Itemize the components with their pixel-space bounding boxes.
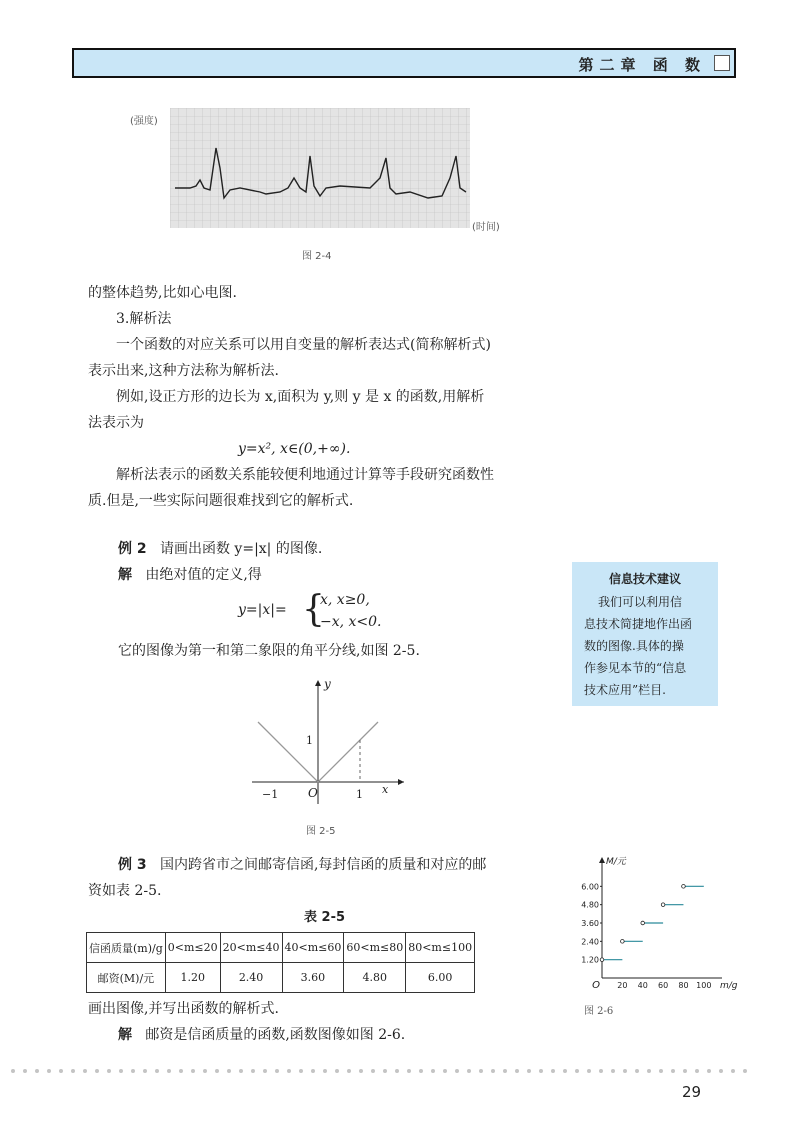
page-number: 29 <box>682 1083 702 1101</box>
footer-dot <box>527 1069 531 1073</box>
open-endpoint <box>621 940 625 944</box>
case-2: −x, x<0. <box>320 614 382 630</box>
ecg-caption: 图 2-4 <box>302 251 332 262</box>
solution-label: 解 <box>118 1027 132 1043</box>
paragraph: 例如,设正方形的边长为 x,面积为 y,则 y 是 x 的函数,用解析 <box>116 389 485 405</box>
paragraph: 法表示为 <box>88 415 144 431</box>
table-cell: 40<m≤60 <box>282 933 344 963</box>
table-cell: 0<m≤20 <box>165 933 220 963</box>
footer-dot <box>683 1069 687 1073</box>
paragraph: 质.但是,一些实际问题很难找到它的解析式. <box>88 493 354 509</box>
footer-dot <box>395 1069 399 1073</box>
table-cell: 2.40 <box>220 963 282 993</box>
table-cell: 60<m≤80 <box>344 933 406 963</box>
table-row-header: 邮资(M)/元 <box>87 963 166 993</box>
header-square-icon <box>714 55 730 71</box>
footer-dot <box>731 1069 735 1073</box>
formula-lhs: y=|x|= <box>238 602 287 618</box>
footer-dot <box>11 1069 15 1073</box>
footer-dot <box>443 1069 447 1073</box>
footer-dot <box>431 1069 435 1073</box>
table-cell: 4.80 <box>344 963 406 993</box>
footer-dot <box>179 1069 183 1073</box>
table-cell: 3.60 <box>282 963 344 993</box>
x-axis-arrow-icon <box>398 779 404 785</box>
footer-dot <box>743 1069 747 1073</box>
table-cell: 6.00 <box>406 963 475 993</box>
y-axis-arrow-icon <box>599 857 605 863</box>
section-heading: 3.解析法 <box>116 311 172 327</box>
info-tech-sidebox <box>572 562 718 706</box>
y-tick-label: 1.20 <box>581 955 599 965</box>
chapter-title: 第二章 函 数 <box>578 56 706 74</box>
footer-dot <box>383 1069 387 1073</box>
footer-dot <box>563 1069 567 1073</box>
footer-dot <box>299 1069 303 1073</box>
footer-dot <box>575 1069 579 1073</box>
footer-dot <box>479 1069 483 1073</box>
sidebox-line: 作参见本节的“信息 <box>584 661 687 675</box>
fig25-tick-xm1: −1 <box>262 788 279 801</box>
fig25-tick-x1: 1 <box>356 788 363 801</box>
sidebox-line: 技术应用”栏目. <box>584 683 666 697</box>
case-1: x, x≥0, <box>320 592 370 608</box>
footer-dot <box>371 1069 375 1073</box>
ecg-y-label: (强度) <box>130 116 158 127</box>
postage-table <box>86 932 475 993</box>
fig25-x-label: x <box>382 783 389 796</box>
footer-dot <box>59 1069 63 1073</box>
brace-icon: { <box>302 589 325 630</box>
sidebox-body <box>572 587 718 701</box>
y-axis-arrow-icon <box>315 680 321 686</box>
ecg-x-label: (时间) <box>472 222 500 233</box>
example-3-after <box>88 996 578 1048</box>
footer-dot <box>263 1069 267 1073</box>
footer-dot <box>71 1069 75 1073</box>
body-text-block <box>88 280 558 514</box>
footer-dot <box>227 1069 231 1073</box>
footer-dot <box>143 1069 147 1073</box>
solution-text: 由绝对值的定义,得 <box>145 567 262 583</box>
footer-dot <box>359 1069 363 1073</box>
example-label: 例 2 <box>118 541 147 557</box>
footer-dot <box>707 1069 711 1073</box>
x-tick-label: 20 <box>617 981 628 990</box>
footer-dot <box>539 1069 543 1073</box>
sidebox-line: 数的图像.具体的操 <box>584 639 684 653</box>
footer-dot <box>83 1069 87 1073</box>
x-tick-label: 60 <box>657 981 669 990</box>
footer-dot <box>491 1069 495 1073</box>
example-2-conclusion: 它的图像为第一和第二象限的角平分线,如图 2-5. <box>118 643 420 659</box>
example-question: 请画出函数 y=|x| 的图像. <box>159 541 323 557</box>
paragraph: 解析法表示的函数关系能较便利地通过计算等手段研究函数性 <box>116 467 494 483</box>
y-tick-label: 4.80 <box>581 900 599 910</box>
example-label: 例 3 <box>118 857 147 873</box>
table-row <box>87 933 475 963</box>
example-text: 资如表 2-5. <box>88 883 162 899</box>
open-endpoint <box>682 885 686 889</box>
sidebox-line: 息技术简捷地作出函 <box>584 617 693 631</box>
footer-dot <box>239 1069 243 1073</box>
footer-dot <box>335 1069 339 1073</box>
footer-dot <box>203 1069 207 1073</box>
footer-dot <box>587 1069 591 1073</box>
table-cell: 80<m≤100 <box>406 933 475 963</box>
fig26-caption: 图 2-6 <box>584 1006 614 1017</box>
footer-dot <box>419 1069 423 1073</box>
footer-dot <box>215 1069 219 1073</box>
paragraph: 的整体趋势,比如心电图. <box>88 285 237 301</box>
footer-dot <box>695 1069 699 1073</box>
footer-dot <box>503 1069 507 1073</box>
table-row-header: 信函质量(m)/g <box>87 933 166 963</box>
open-endpoint <box>661 903 665 907</box>
paragraph: 一个函数的对应关系可以用自变量的解析表达式(简称解析式) <box>116 337 491 353</box>
y-tick-label: 2.40 <box>581 937 599 947</box>
footer-dots <box>10 1068 750 1074</box>
fig25-y-label: y <box>324 677 331 691</box>
table-cell: 20<m≤40 <box>220 933 282 963</box>
footer-dot <box>635 1069 639 1073</box>
footer-dot <box>287 1069 291 1073</box>
postage-step-chart <box>572 852 738 992</box>
footer-dot <box>35 1069 39 1073</box>
example-3 <box>88 852 578 904</box>
footer-dot <box>311 1069 315 1073</box>
fig25-origin: O <box>308 786 318 800</box>
footer-dot <box>131 1069 135 1073</box>
paragraph: 表示出来,这种方法称为解析法. <box>88 363 279 379</box>
footer-dot <box>659 1069 663 1073</box>
example-text: 国内跨省市之间邮寄信函,每封信函的质量和对应的邮 <box>159 857 487 873</box>
y-tick-label: 3.60 <box>581 919 599 928</box>
footer-dot <box>407 1069 411 1073</box>
footer-dot <box>119 1069 123 1073</box>
footer-dot <box>455 1069 459 1073</box>
table-cell: 1.20 <box>165 963 220 993</box>
solution-text: 邮资是信函质量的函数,函数图像如图 2-6. <box>145 1027 406 1043</box>
footer-dot <box>47 1069 51 1073</box>
footer-dot <box>599 1069 603 1073</box>
paragraph: 画出图像,并写出函数的解析式. <box>88 1001 279 1017</box>
footer-dot <box>95 1069 99 1073</box>
x-tick-label: 100 <box>696 981 712 990</box>
footer-dot <box>251 1069 255 1073</box>
sidebox-line: 我们可以利用信 <box>598 595 683 609</box>
footer-dot <box>347 1069 351 1073</box>
footer-dot <box>623 1069 627 1073</box>
table-row <box>87 963 475 993</box>
open-endpoint <box>600 958 604 962</box>
footer-dot <box>107 1069 111 1073</box>
open-endpoint <box>641 921 645 925</box>
footer-dot <box>647 1069 651 1073</box>
formula: y=x², x∈(0,+∞). <box>238 441 351 457</box>
x-axis-label: m/g <box>720 981 738 991</box>
footer-dot <box>719 1069 723 1073</box>
example-2 <box>118 536 568 588</box>
footer-dot <box>515 1069 519 1073</box>
footer-dot <box>551 1069 555 1073</box>
x-tick-label: 80 <box>678 981 689 990</box>
footer-dot <box>275 1069 279 1073</box>
solution-label: 解 <box>118 567 132 583</box>
origin-label: O <box>592 980 600 991</box>
footer-dot <box>167 1069 171 1073</box>
chapter-header <box>72 48 736 78</box>
ecg-chart <box>170 108 470 228</box>
footer-dot <box>191 1069 195 1073</box>
footer-dot <box>671 1069 675 1073</box>
sidebox-title: 信息技术建议 <box>608 572 681 586</box>
footer-dot <box>467 1069 471 1073</box>
y-axis-label: M/元 <box>606 857 626 867</box>
y-tick-label: 6.00 <box>581 882 599 892</box>
footer-dot <box>155 1069 159 1073</box>
footer-dot <box>611 1069 615 1073</box>
table-title: 表 2-5 <box>304 910 346 925</box>
fig25-tick-y1: 1 <box>306 734 313 747</box>
footer-dot <box>23 1069 27 1073</box>
x-tick-label: 40 <box>637 981 648 990</box>
footer-dot <box>323 1069 327 1073</box>
fig25-caption: 图 2-5 <box>306 826 336 837</box>
